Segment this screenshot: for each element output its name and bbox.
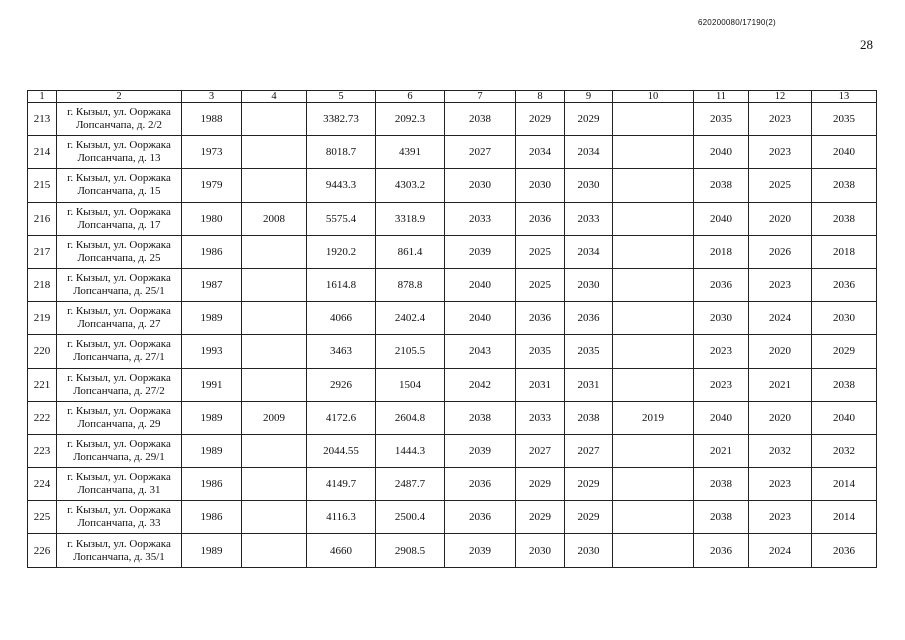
table-cell: 3382.73 (307, 103, 376, 136)
table-row (28, 235, 877, 268)
address-cell (57, 401, 182, 434)
row-number-cell: 221 (28, 368, 57, 401)
table-cell: 2030 (516, 534, 565, 567)
address-cell (57, 235, 182, 268)
address-line: Лопсанчапа, д. 2/2 (75, 119, 163, 132)
table-cell: 2029 (516, 103, 565, 136)
table-cell: 4172.6 (307, 401, 376, 434)
column-header-1: 1 (28, 91, 57, 103)
table-cell: 1989 (182, 401, 242, 434)
table-cell: 2040 (812, 401, 877, 434)
table-cell: 2023 (749, 501, 812, 534)
table-cell: 4303.2 (376, 169, 445, 202)
row-number-cell: 218 (28, 268, 57, 301)
table-cell: 2036 (812, 534, 877, 567)
column-header-2: 2 (57, 91, 182, 103)
address-line: г. Кызыл, ул. Ооржака (67, 272, 171, 285)
column-header-10: 10 (613, 91, 694, 103)
table-cell: 2018 (694, 235, 749, 268)
column-header-3: 3 (182, 91, 242, 103)
table-cell: 2030 (694, 302, 749, 335)
address-line: Лопсанчапа, д. 25/1 (73, 285, 165, 298)
table-cell: 2908.5 (376, 534, 445, 567)
table-cell (242, 534, 307, 567)
table-cell (242, 368, 307, 401)
table-cell: 2030 (565, 268, 613, 301)
table-cell: 2402.4 (376, 302, 445, 335)
table-row (28, 169, 877, 202)
table-cell: 3318.9 (376, 202, 445, 235)
table-row (28, 501, 877, 534)
table-cell: 2025 (516, 268, 565, 301)
table-cell: 4149.7 (307, 468, 376, 501)
table-cell: 2009 (242, 401, 307, 434)
table-cell: 2023 (694, 335, 749, 368)
table-cell: 2036 (694, 534, 749, 567)
column-header-12: 12 (749, 91, 812, 103)
table-cell (242, 235, 307, 268)
address-line: Лопсанчапа, д. 15 (77, 185, 161, 198)
table-row (28, 136, 877, 169)
table-cell: 2038 (812, 169, 877, 202)
address-line: Лопсанчапа, д. 27/2 (73, 384, 165, 397)
row-number-cell: 216 (28, 202, 57, 235)
header-row (28, 91, 877, 103)
column-header-4: 4 (242, 91, 307, 103)
table-cell: 4116.3 (307, 501, 376, 534)
table-cell (613, 501, 694, 534)
table-cell (613, 534, 694, 567)
address-cell (57, 534, 182, 567)
table-cell: 2040 (445, 302, 516, 335)
table-cell: 2039 (445, 235, 516, 268)
address-line: г. Кызыл, ул. Ооржака (67, 504, 171, 517)
table-cell: 2044.55 (307, 434, 376, 467)
table-cell: 2020 (749, 335, 812, 368)
table-cell: 878.8 (376, 268, 445, 301)
table-cell (613, 302, 694, 335)
table-cell: 1973 (182, 136, 242, 169)
table-cell: 2025 (516, 235, 565, 268)
table-cell: 2034 (516, 136, 565, 169)
table-cell: 2040 (445, 268, 516, 301)
table-cell: 2029 (565, 501, 613, 534)
table-cell: 2029 (516, 468, 565, 501)
table-cell: 8018.7 (307, 136, 376, 169)
row-number-cell: 225 (28, 501, 57, 534)
table-cell: 2020 (749, 202, 812, 235)
table-cell: 2032 (749, 434, 812, 467)
table-cell: 1979 (182, 169, 242, 202)
table-cell: 4660 (307, 534, 376, 567)
table-cell: 2500.4 (376, 501, 445, 534)
table-cell: 2030 (565, 534, 613, 567)
table-cell: 2038 (445, 103, 516, 136)
table-cell: 2023 (749, 136, 812, 169)
address-line: г. Кызыл, ул. Ооржака (67, 338, 171, 351)
table-cell: 2926 (307, 368, 376, 401)
address-line: г. Кызыл, ул. Ооржака (67, 404, 171, 417)
table-cell: 2023 (749, 103, 812, 136)
table-cell: 2039 (445, 434, 516, 467)
table-cell: 2036 (812, 268, 877, 301)
table-cell: 2032 (812, 434, 877, 467)
address-line: Лопсанчапа, д. 33 (77, 517, 161, 530)
table-cell: 2029 (565, 103, 613, 136)
address-line: Лопсанчапа, д. 29 (77, 417, 161, 430)
table-cell: 2038 (694, 169, 749, 202)
table-row (28, 268, 877, 301)
column-header-13: 13 (812, 91, 877, 103)
table-cell: 2019 (613, 401, 694, 434)
address-cell (57, 302, 182, 335)
table-cell: 4066 (307, 302, 376, 335)
table-cell: 2030 (516, 169, 565, 202)
housing-table (27, 90, 877, 568)
table-cell: 1986 (182, 468, 242, 501)
address-line: Лопсанчапа, д. 25 (77, 251, 161, 264)
table-cell (242, 169, 307, 202)
table-cell: 2035 (565, 335, 613, 368)
table-cell: 4391 (376, 136, 445, 169)
table-cell: 2027 (516, 434, 565, 467)
address-line: г. Кызыл, ул. Ооржака (67, 139, 171, 152)
address-line: г. Кызыл, ул. Ооржака (67, 471, 171, 484)
address-line: Лопсанчапа, д. 13 (77, 152, 161, 165)
table-cell (242, 136, 307, 169)
address-line: г. Кызыл, ул. Ооржака (67, 305, 171, 318)
column-header-9: 9 (565, 91, 613, 103)
table-cell: 2033 (445, 202, 516, 235)
table-cell: 1988 (182, 103, 242, 136)
table-cell: 1987 (182, 268, 242, 301)
table-cell: 2035 (694, 103, 749, 136)
table-row (28, 335, 877, 368)
row-number-cell: 226 (28, 534, 57, 567)
table-cell (613, 368, 694, 401)
address-cell (57, 103, 182, 136)
address-cell (57, 501, 182, 534)
table-cell: 2030 (565, 169, 613, 202)
table-cell: 2021 (694, 434, 749, 467)
table-cell: 1993 (182, 335, 242, 368)
table-cell (613, 103, 694, 136)
row-number-cell: 213 (28, 103, 57, 136)
table-cell: 861.4 (376, 235, 445, 268)
table-cell (613, 136, 694, 169)
table-cell: 2038 (565, 401, 613, 434)
table-cell: 2038 (445, 401, 516, 434)
address-cell (57, 468, 182, 501)
table-cell: 2014 (812, 468, 877, 501)
address-line: Лопсанчапа, д. 17 (77, 218, 161, 231)
table-cell: 2029 (516, 501, 565, 534)
table-cell: 2024 (749, 534, 812, 567)
row-number-cell: 214 (28, 136, 57, 169)
table-cell: 2036 (694, 268, 749, 301)
table-row (28, 434, 877, 467)
table-row (28, 368, 877, 401)
address-cell (57, 136, 182, 169)
table-cell (613, 169, 694, 202)
address-line: г. Кызыл, ул. Ооржака (67, 537, 171, 550)
table-cell: 2038 (694, 468, 749, 501)
table-cell: 2024 (749, 302, 812, 335)
table-cell (242, 335, 307, 368)
table-cell: 2036 (445, 501, 516, 534)
row-number-cell: 220 (28, 335, 57, 368)
row-number-cell: 223 (28, 434, 57, 467)
address-cell (57, 202, 182, 235)
address-cell (57, 368, 182, 401)
row-number-cell: 219 (28, 302, 57, 335)
table-cell: 2035 (516, 335, 565, 368)
table-cell: 2023 (694, 368, 749, 401)
column-header-6: 6 (376, 91, 445, 103)
table-cell (242, 434, 307, 467)
table-cell (242, 302, 307, 335)
table-body (28, 91, 877, 568)
table-cell: 1991 (182, 368, 242, 401)
address-line: Лопсанчапа, д. 27 (77, 318, 161, 331)
table-cell: 5575.4 (307, 202, 376, 235)
table-cell: 1980 (182, 202, 242, 235)
table-cell (613, 468, 694, 501)
address-cell (57, 268, 182, 301)
table-cell: 2020 (749, 401, 812, 434)
address-line: Лопсанчапа, д. 35/1 (73, 550, 165, 563)
table-cell: 1986 (182, 501, 242, 534)
table-cell: 2043 (445, 335, 516, 368)
table-cell: 2036 (516, 202, 565, 235)
table-cell: 2033 (565, 202, 613, 235)
table-cell: 1504 (376, 368, 445, 401)
table-cell: 2034 (565, 235, 613, 268)
table-cell: 2040 (812, 136, 877, 169)
table-cell: 2105.5 (376, 335, 445, 368)
document-id: 620200080/17190(2) (698, 18, 776, 27)
table-cell: 1989 (182, 534, 242, 567)
table-cell: 2035 (812, 103, 877, 136)
address-cell (57, 169, 182, 202)
address-line: г. Кызыл, ул. Ооржака (67, 106, 171, 119)
table-cell: 1986 (182, 235, 242, 268)
table-cell: 2036 (445, 468, 516, 501)
table-cell: 2042 (445, 368, 516, 401)
column-header-5: 5 (307, 91, 376, 103)
address-line: Лопсанчапа, д. 29/1 (73, 450, 165, 463)
table-cell (242, 268, 307, 301)
table-cell: 2040 (694, 202, 749, 235)
row-number-cell: 217 (28, 235, 57, 268)
table-row (28, 202, 877, 235)
table-cell (613, 434, 694, 467)
table-row (28, 103, 877, 136)
table-cell: 2604.8 (376, 401, 445, 434)
address-line: г. Кызыл, ул. Ооржака (67, 238, 171, 251)
table-cell: 2039 (445, 534, 516, 567)
address-line: г. Кызыл, ул. Ооржака (67, 437, 171, 450)
address-cell (57, 434, 182, 467)
table-cell: 2033 (516, 401, 565, 434)
table-cell: 2038 (812, 368, 877, 401)
table-cell: 2014 (812, 501, 877, 534)
table-cell: 2027 (565, 434, 613, 467)
table-cell: 9443.3 (307, 169, 376, 202)
table-cell: 2092.3 (376, 103, 445, 136)
table-cell: 2036 (516, 302, 565, 335)
table-cell: 2030 (812, 302, 877, 335)
table-row (28, 302, 877, 335)
table-row (28, 401, 877, 434)
table-cell: 2040 (694, 401, 749, 434)
table-cell: 2038 (812, 202, 877, 235)
row-number-cell: 222 (28, 401, 57, 434)
table-cell: 2025 (749, 169, 812, 202)
table-cell: 2023 (749, 268, 812, 301)
table-cell: 2031 (565, 368, 613, 401)
address-line: г. Кызыл, ул. Ооржака (67, 371, 171, 384)
table-cell: 2027 (445, 136, 516, 169)
column-header-11: 11 (694, 91, 749, 103)
table-row (28, 468, 877, 501)
row-number-cell: 215 (28, 169, 57, 202)
address-line: г. Кызыл, ул. Ооржака (67, 172, 171, 185)
address-line: г. Кызыл, ул. Ооржака (67, 205, 171, 218)
table-cell (613, 335, 694, 368)
address-line: Лопсанчапа, д. 27/1 (73, 351, 165, 364)
table-cell: 2031 (516, 368, 565, 401)
table-cell (242, 468, 307, 501)
table-cell (242, 501, 307, 534)
table-cell: 2023 (749, 468, 812, 501)
table-cell: 2029 (565, 468, 613, 501)
column-header-7: 7 (445, 91, 516, 103)
table-cell: 2040 (694, 136, 749, 169)
table-cell (242, 103, 307, 136)
table-cell: 2018 (812, 235, 877, 268)
table-cell: 2026 (749, 235, 812, 268)
table-cell: 2029 (812, 335, 877, 368)
table-cell: 2021 (749, 368, 812, 401)
table-cell (613, 202, 694, 235)
table-row (28, 534, 877, 567)
table-cell: 2487.7 (376, 468, 445, 501)
table-cell: 2008 (242, 202, 307, 235)
table-cell: 2036 (565, 302, 613, 335)
table-cell: 1989 (182, 302, 242, 335)
table-cell: 2030 (445, 169, 516, 202)
table-cell: 2034 (565, 136, 613, 169)
table-cell: 2038 (694, 501, 749, 534)
row-number-cell: 224 (28, 468, 57, 501)
table-cell (613, 268, 694, 301)
table-cell: 1444.3 (376, 434, 445, 467)
table-cell: 1989 (182, 434, 242, 467)
table-cell: 3463 (307, 335, 376, 368)
table-cell: 1614.8 (307, 268, 376, 301)
address-line: Лопсанчапа, д. 31 (77, 484, 161, 497)
column-header-8: 8 (516, 91, 565, 103)
table-cell (613, 235, 694, 268)
table-cell: 1920.2 (307, 235, 376, 268)
page-number: 28 (860, 37, 873, 52)
address-cell (57, 335, 182, 368)
